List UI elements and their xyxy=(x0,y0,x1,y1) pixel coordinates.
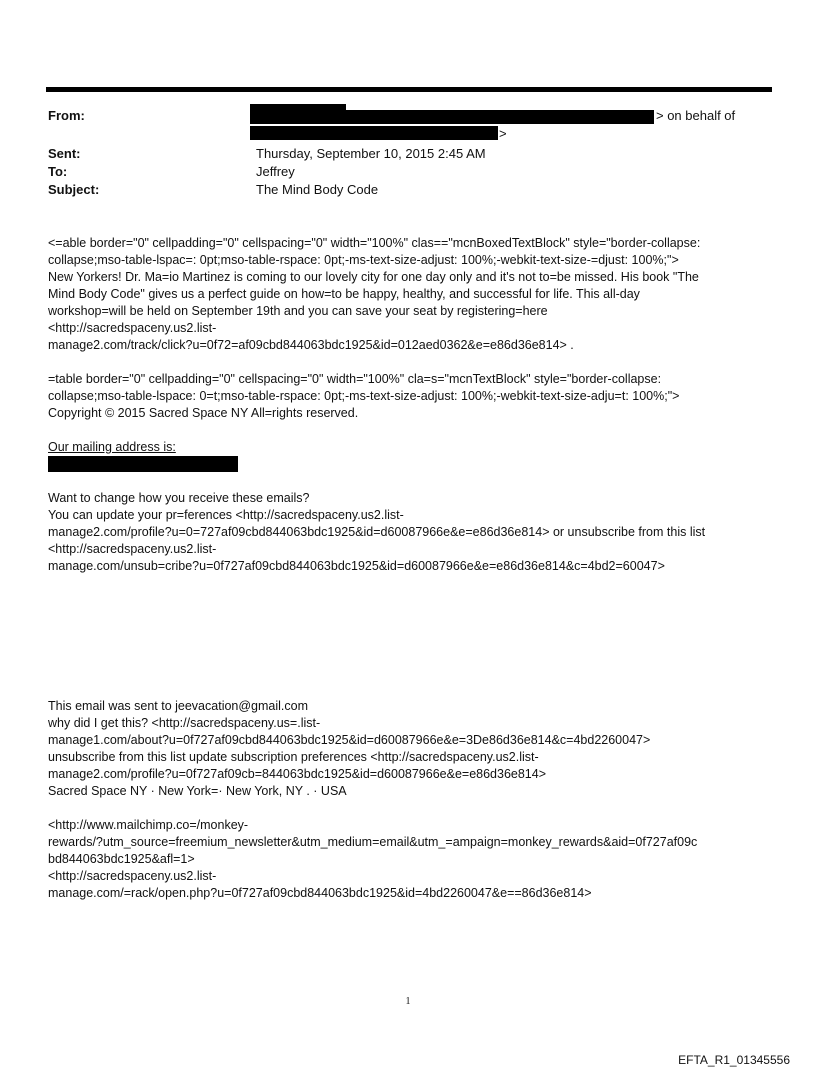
body-paragraph-preferences xyxy=(48,490,772,575)
body-paragraph-sent-to xyxy=(48,698,772,800)
body-line: workshop=will be held on September 19th and you can save your seat by registering=here xyxy=(48,304,548,318)
bates-number: EFTA_R1_01345556 xyxy=(678,1053,790,1067)
email-footer-block xyxy=(48,698,772,902)
body-paragraph-intro xyxy=(48,235,772,354)
body-line: bd844063bdc1925&afl=1> xyxy=(48,852,195,866)
body-line: unsubscribe from this list update subscription preferences <http://sacredspaceny.us2.list- xyxy=(48,750,539,764)
body-line: manage2.com/profile?u=0f727af09cb=844063bdc1925&id=d60087966e&e=e86d36e814> xyxy=(48,767,547,781)
body-line: collapse;mso-table-lspace: 0=t;mso-table-rspace: 0pt;-ms-text-size-adjust: 100%;-webkit-text-size-adju=t: 100%;"> xyxy=(48,389,680,403)
header-rule xyxy=(46,87,772,92)
from-on-behalf: > on behalf of xyxy=(656,108,736,123)
body-line: manage.com/=rack/open.php?u=0f727af09cbd844063bdc1925&id=4bd2260047&e==86d36e814> xyxy=(48,886,592,900)
body-line: manage1.com/about?u=0f727af09cbd844063bdc1925&id=d60087966e&e=3De86d36e814&c=4bd2260047> xyxy=(48,733,651,747)
from-label: From: xyxy=(48,108,85,123)
to-label: To: xyxy=(48,164,68,179)
body-line: rewards/?utm_source=freemium_newsletter&utm_medium=email&utm_=ampaign=monkey_rewards&aid=0f727af09c xyxy=(48,835,698,849)
body-line: <http://www.mailchimp.co=/monkey- xyxy=(48,818,249,832)
sent-label: Sent: xyxy=(48,146,81,161)
body-line: Copyright © 2015 Sacred Space NY All=rights reserved. xyxy=(48,406,359,420)
body-line: <http://sacredspaceny.us2.list- xyxy=(48,869,217,883)
body-line: manage2.com/profile?u=0=727af09cbd844063bdc1925&id=d60087966e&e=e86d36e814> or unsubscribe from this list xyxy=(48,525,706,539)
redacted-mailing-address xyxy=(48,456,238,472)
body-line: Want to change how you receive these emails? xyxy=(48,491,310,505)
body-line: <http://sacredspaceny.us2.list- xyxy=(48,321,217,335)
page-number: 1 xyxy=(405,996,411,1007)
body-paragraph-copyright xyxy=(48,371,772,422)
body-line: Mind Body Code" gives us a perfect guide on how=to be happy, healthy, and successful for life. This all-day xyxy=(48,287,640,301)
body-line: This email was sent to jeevacation@gmail.com xyxy=(48,699,309,713)
subject-value: The Mind Body Code xyxy=(256,182,379,197)
body-line: manage.com/unsub=cribe?u=0f727af09cbd844063bdc1925&id=d60087966e&e=e86d36e814&c=4bd2=60047> xyxy=(48,559,665,573)
from-line2-suffix: > xyxy=(499,126,507,141)
body-line: manage2.com/track/click?u=0f72=af09cbd844063bdc1925&id=012aed0362&e=e86d36e814> . xyxy=(48,338,574,352)
sent-value: Thursday, September 10, 2015 2:45 AM xyxy=(256,146,486,161)
body-line: Sacred Space NY · New York=· New York, NY . · USA xyxy=(48,784,347,798)
email-body xyxy=(48,235,772,575)
mailing-address-label: Our mailing address is: xyxy=(48,440,176,454)
redacted-behalf-address xyxy=(250,126,498,140)
body-line: <=able border="0" cellpadding="0" cellspacing="0" width="100%" clas=="mcnBoxedTextBlock" style="border-collapse: xyxy=(48,236,701,250)
redacted-sender-email xyxy=(250,110,654,124)
subject-label: Subject: xyxy=(48,182,100,197)
body-line: New Yorkers! Dr. Ma=io Martinez is coming to our lovely city for one day only and it's not to=be missed. His book "The xyxy=(48,270,699,284)
body-line: <http://sacredspaceny.us2.list- xyxy=(48,542,217,556)
body-line: collapse;mso-table-lspac=: 0pt;mso-table-rspace: 0pt;-ms-text-size-adjust: 100%;-webkit-text-size-=djust: 100%;"> xyxy=(48,253,679,267)
body-line: =table border="0" cellpadding="0" cellspacing="0" width="100%" cla=s="mcnTextBlock" style="border-collapse: xyxy=(48,372,662,386)
body-line: why did I get this? <http://sacredspaceny.us=.list- xyxy=(48,716,321,730)
to-value: Jeffrey xyxy=(256,164,295,179)
body-line: You can update your pr=ferences <http://sacredspaceny.us2.list- xyxy=(48,508,404,522)
body-paragraph-tracking-links xyxy=(48,817,772,902)
